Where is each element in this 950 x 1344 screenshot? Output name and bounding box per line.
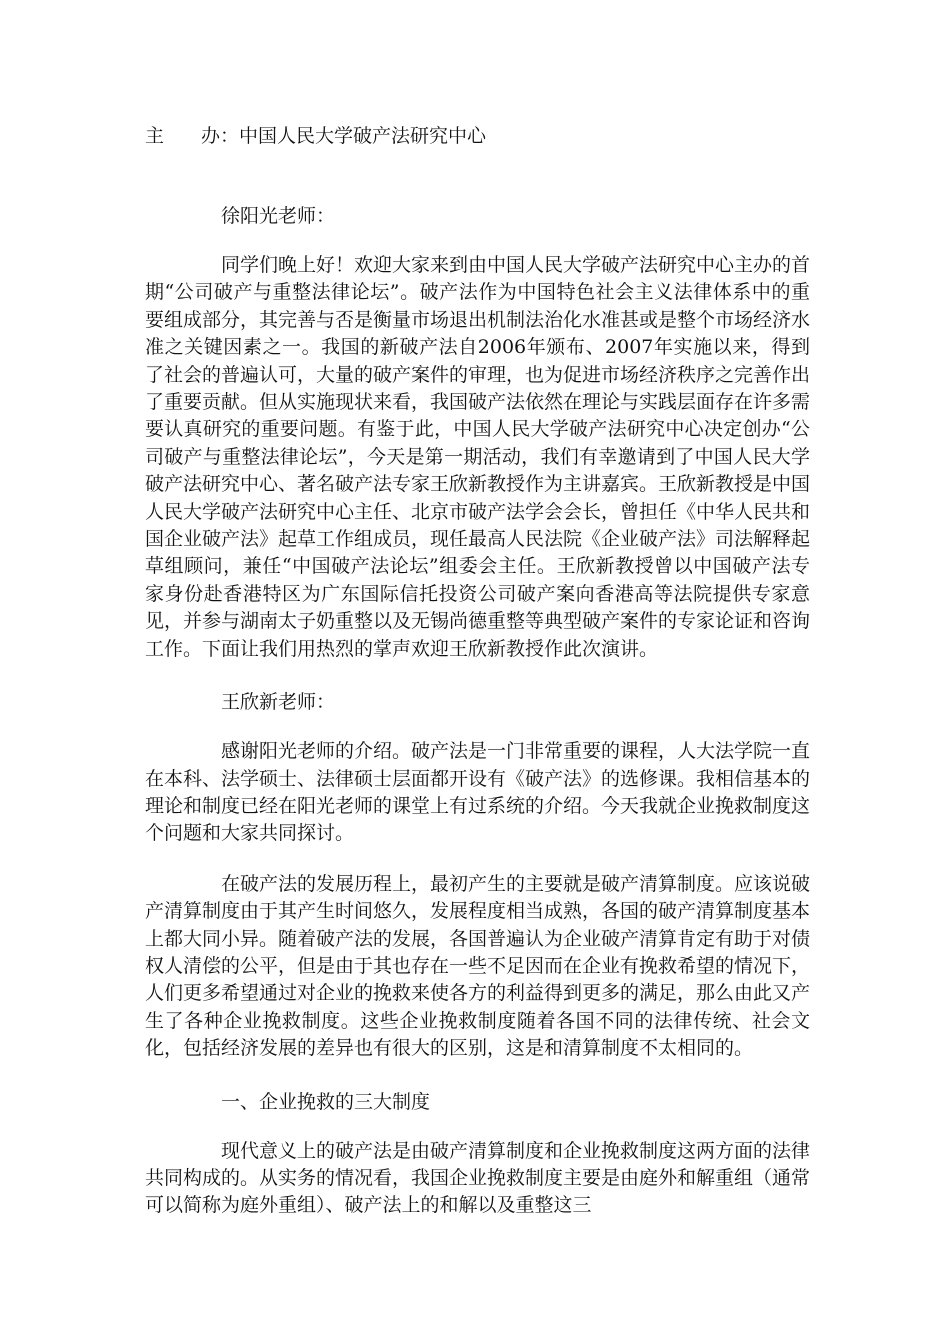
organizer-label-char1: 主 [145, 125, 165, 147]
organizer-value: 中国人民大学破产法研究中心 [239, 125, 487, 147]
speaker-xu-yangguang: 徐阳光老师： [221, 205, 336, 227]
organizer-line [145, 120, 810, 152]
organizer-label-char2: 办： [201, 125, 240, 147]
paragraph-opening-remarks: 同学们晚上好！欢迎大家来到由中国人民大学破产法研究中心主办的首期“公司破产与重整法律论坛”。破产法作为中国特色社会主义法律体系中的重要组成部分，其完善与否是衡量市场退出机制法治化水准甚或是整个市场经济水准之关键因素之一。我国的新破产法自2006年颁布、2007年实施以来，得到了社会的普遍认可，大量的破产案件的审理，也为促进市场经济秩序之完善作出了重要贡献。但从实施现状来看，我国破产法依然在理论与实践层面存在许多需要认真研究的重要问题。有鉴于此，中国人民大学破产法研究中心决定创办“公司破产与重整法律论坛”，今天是第一期活动，我们有幸邀请到了中国人民大学破产法研究中心、著名破产法专家王欣新教授作为主讲嘉宾。王欣新教授是中国人民大学破产法研究中心主任、北京市破产法学会会长，曾担任《中华人民共和国企业破产法》起草工作组成员，现任最高人民法院《企业破产法》司法解释起草组顾问，兼任“中国破产法论坛”组委会主任。王欣新教授曾以中国破产法专家身份赴香港特区为广东国际信托投资公司破产案向香港高等法院提供专家意见，并参与湖南太子奶重整以及无锡尚德重整等典型破产案件的专家论证和咨询工作。下面让我们用热烈的掌声欢迎王欣新教授作此次演讲。 [145, 254, 811, 660]
document-page [145, 120, 810, 1243]
paragraph-thanks: 感谢阳光老师的介绍。破产法是一门非常重要的课程，人大法学院一直在本科、法学硕士、法律硕士层面都开设有《破产法》的选修课。我相信基本的理论和制度已经在阳光老师的课堂上有过系统的介绍。今天我就企业挽救制度这个问题和大家共同探讨。 [145, 740, 811, 845]
section-heading-three-systems: 一、企业挽救的三大制度 [221, 1090, 431, 1113]
paragraph-history: 在破产法的发展历程上，最初产生的主要就是破产清算制度。应该说破产清算制度由于其产生时间悠久，发展程度相当成熟，各国的破产清算制度基本上都大同小异。随着破产法的发展，各国普遍认为企业破产清算肯定有助于对债权人清偿的公平，但是由于其也存在一些不足因而在企业有挽救希望的情况下，人们更多希望通过对企业的挽救来使各方的利益得到更多的满足，那么由此又产生了各种企业挽救制度。这些企业挽救制度随着各国不同的法律传统、社会文化，包括经济发展的差异也有很大的区别，这是和清算制度不太相同的。 [145, 872, 811, 1060]
paragraph-modern-bankruptcy-law: 现代意义上的破产法是由破产清算制度和企业挽救制度这两方面的法律共同构成的。从实务的情况看，我国企业挽救制度主要是由庭外和解重组（通常可以简称为庭外重组）、破产法上的和解以及重整这三 [145, 1139, 811, 1217]
speaker-wang-xinxin: 王欣新老师： [221, 691, 336, 714]
